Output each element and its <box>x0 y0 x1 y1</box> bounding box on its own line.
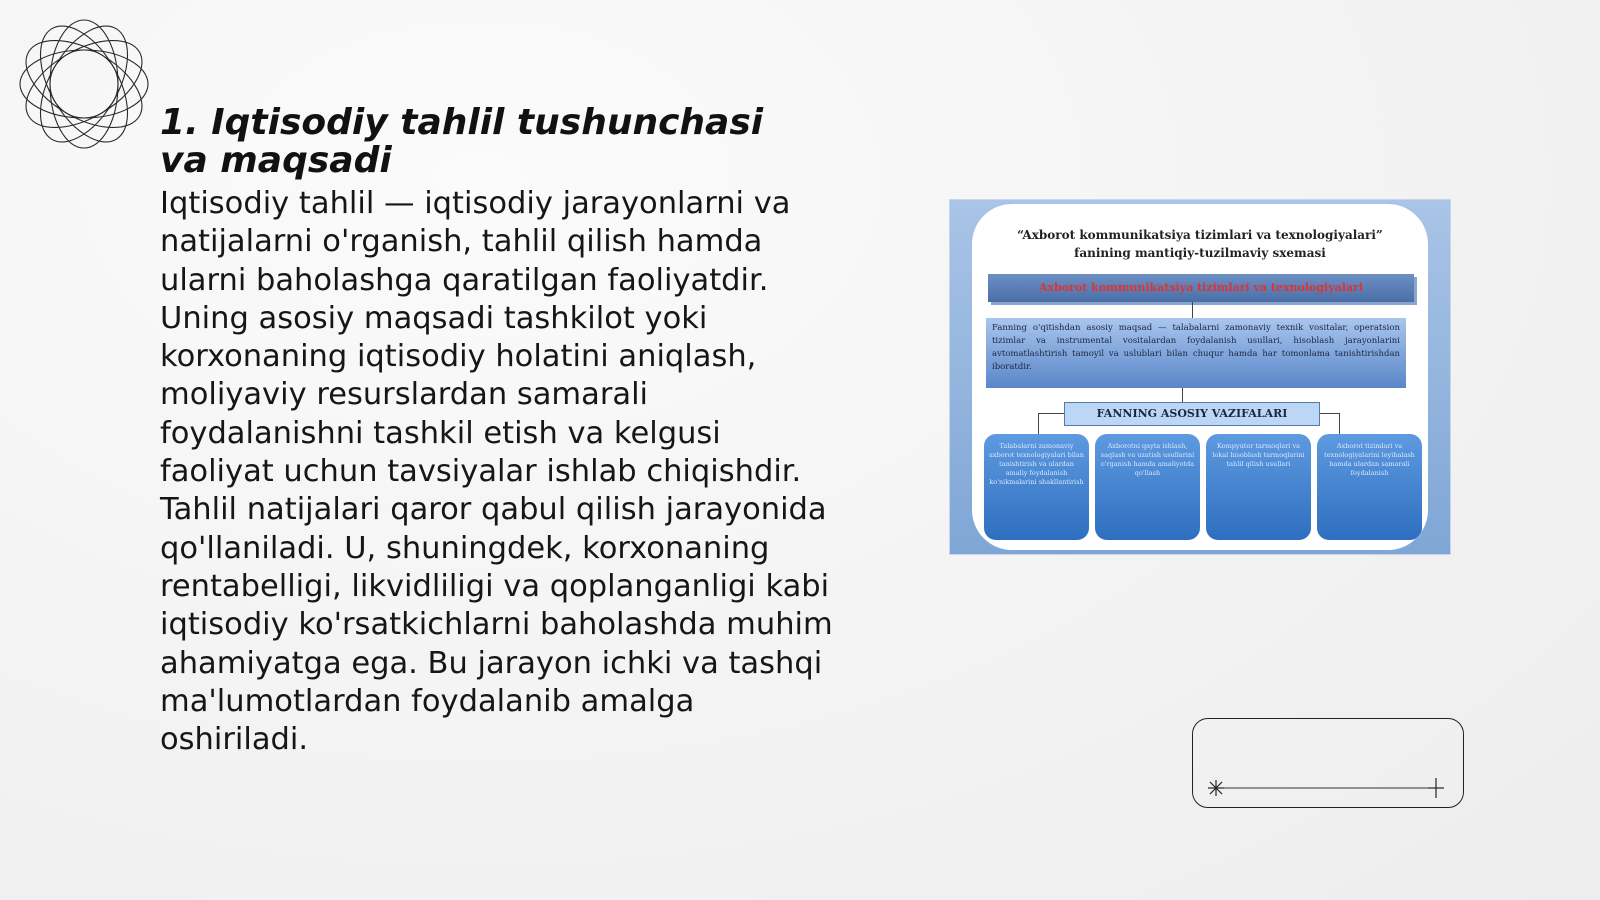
diagram-task-box: Axborotni qayta ishlash, saqlash va uzatish usullarini o'rganish hamda amaliyotda qo'llash <box>1095 434 1200 540</box>
diagram-connector <box>1182 388 1183 402</box>
star-icon <box>1428 778 1444 798</box>
diagram-connector <box>1192 302 1193 318</box>
diagram-title-line2: fanining mantiqiy-tuzilmaviy sxemasi <box>1074 246 1326 260</box>
diagram-connector <box>1038 413 1064 414</box>
sparkle-icon <box>1208 780 1224 796</box>
slide-body-text: Iqtisodiy tahlil — iqtisodiy jarayonlarni va natijalarni o'rganish, tahlil qilish hamda ularni baholashga qaratilgan faoliyatdir. Uning asosiy maqsadi tashkilot yoki korxonaning iqtisodiy holatini aniqlash, moliyaviy resurslardan samarali foydalanishni tashkil etish va kelgusi faoliyat uchun tavsiyalar ishlab chiqishdir. Tahlil natijalari qaror qabul qilish jarayonida qo'llaniladi. U, shuningdek, korxonaning rentabelligi, likvidliligi va qoplanganligi kabi iqtisodiy ko'rsatkichlarni baholashda muhim ahamiyatga ega. Bu jarayon ichki va tashqi ma'lumotlardan foydalanib amalga oshiriladi. <box>160 186 833 758</box>
diagram-tasks-label: FANNING ASOSIY VAZIFALARI <box>1064 402 1320 426</box>
diagram-panel <box>972 204 1428 550</box>
diagram-image <box>950 200 1450 554</box>
diagram-task-box: Axborot tizimlari va texnologiyalarini loyihalash hamda ulardan samarali foydalanish <box>1317 434 1422 540</box>
diagram-banner: Axborot kommunikatsiya tizimlari va texnologiyalari <box>988 274 1414 302</box>
diagram-task-box: Kompyuter tarmoqlari va lokal hisoblash tarmoqlarini tahlil qilish usullari <box>1206 434 1311 540</box>
diagram-connector <box>1339 413 1340 434</box>
decorative-frame <box>1192 718 1464 808</box>
diagram-connector <box>1038 413 1039 434</box>
diagram-description: Fanning o'qitishdan asosiy maqsad — talabalarni zamonaviy texnik vositalar, operatsion tizimlar va instrumental vositalardan foydalanish usullari, hisoblash jarayonlarini avtomatlashtirish tamoyil va uslublari bilan chuqur hamda har tomonlama tanishtirishdan iboratdir. <box>986 318 1406 388</box>
diagram-task-box: Talabalarni zamonaviy axborot texnologiyalari bilan tanishtirish va ulardan amaliy foydalanish ko'nikmalarini shakllantirish <box>984 434 1089 540</box>
concentric-circles-icon <box>10 10 158 158</box>
diagram-title <box>992 226 1408 262</box>
diagram-task-boxes <box>984 434 1422 540</box>
diagram-title-line1: “Axborot kommunikatsiya tizimlari va texnologiyalari” <box>1017 228 1383 242</box>
diagram-connector <box>1318 413 1340 414</box>
slide-title: 1. Iqtisodiy tahlil tushunchasi va maqsadi <box>160 102 764 182</box>
decorative-line <box>1192 718 1464 808</box>
